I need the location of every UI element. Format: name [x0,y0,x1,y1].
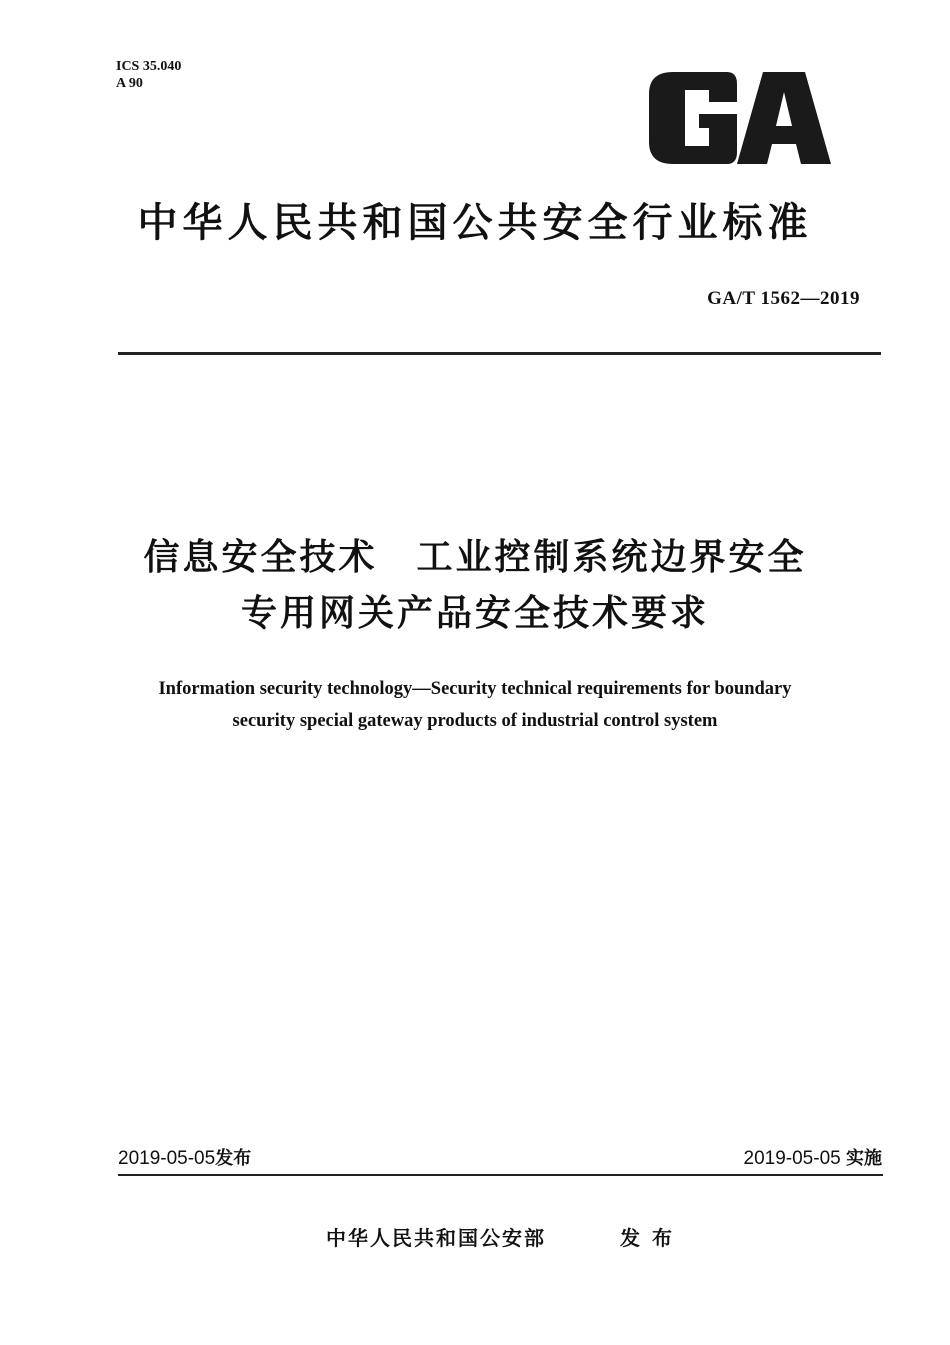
standard-category-title: 中华人民共和国公共安全行业标准 [137,200,813,246]
issue-date-value: 2019-05-05 [118,1148,216,1169]
publisher-label: 发布 [620,1226,684,1250]
english-title-line-1: Information security technology—Security technical requirements for boundary [158,679,792,699]
standard-number: GA/T 1562—2019 [707,288,860,309]
implementation-date-value: 2019-05-05 [743,1148,841,1169]
ccs-code: A 90 [116,76,143,91]
ics-code: ICS 35.040 [116,59,182,74]
ga-logo-graphic [645,62,835,174]
chinese-title-line-2: 专用网关产品安全技术要求 [240,593,709,634]
footer-divider [118,1174,883,1176]
header-divider [118,352,881,355]
implementation-date [744,1144,882,1170]
implementation-date-label: 实施 [846,1148,882,1169]
chinese-title-line-1: 信息安全技术 工业控制系统边界安全 [143,537,807,578]
issue-date [118,1144,251,1170]
english-title-line-2: security special gateway products of industrial control system [232,711,718,731]
classification-codes [116,58,181,92]
issue-date-label: 发布 [215,1148,252,1169]
ga-logo [645,62,835,174]
publisher-name: 中华人民共和国公安部 [326,1226,546,1250]
